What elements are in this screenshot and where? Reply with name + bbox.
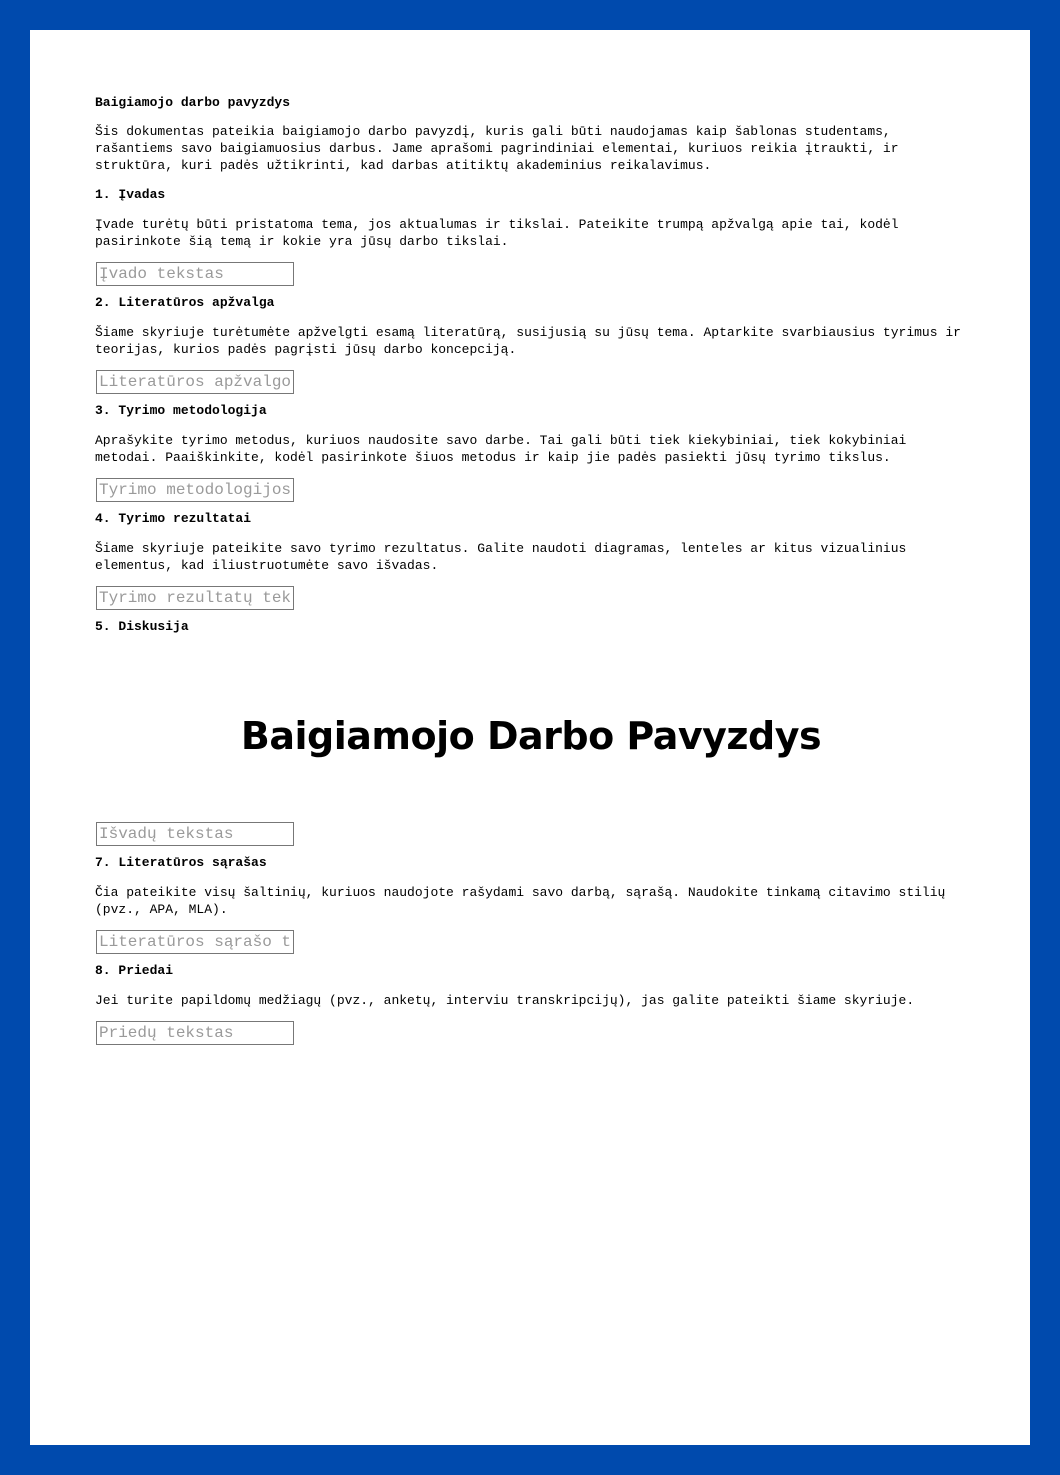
section-heading-results: 4. Tyrimo rezultatai — [95, 511, 252, 526]
document-content — [95, 94, 975, 648]
section-heading-introduction: 1. Įvadas — [95, 187, 166, 202]
section-heading-appendices: 8. Priedai — [95, 963, 174, 978]
document-title: Baigiamojo darbo pavyzdys — [95, 95, 291, 110]
references-input[interactable] — [96, 930, 294, 954]
section-text-introduction: Įvade turėtų būti pristatoma tema, jos aktualumas ir tikslai. Pateikite trumpą apžvalgą apie tai, kodėl pasirinkote šią temą ir kokie yra jūsų darbo tikslai. — [95, 217, 899, 249]
document-intro: Šis dokumentas pateikia baigiamojo darbo pavyzdį, kuris gali būti naudojamas kaip šablonas studentams, rašantiems savo baigiamuosius darbus. Jame aprašomi pagrindiniai elementai, kuriuos reikia įtraukti, ir struktūra, kuri padės užtikrinti, kad darbas atitiktų akademinius reikalavimus. — [95, 124, 899, 173]
section-text-methodology: Aprašykite tyrimo metodus, kuriuos naudosite savo darbe. Tai gali būti tiek kiekybiniai, tiek kokybiniai metodai. Paaiškinkite, kodėl pasirinkote šiuos metodus ir kaip jie padės pasiekti jūsų tyrimo tikslus. — [95, 433, 907, 465]
banner-title: Baigiamojo Darbo Pavyzdys — [240, 713, 822, 758]
section-text-references: Čia pateikite visų šaltinių, kuriuos naudojote rašydami savo darbą, sąrašą. Naudokite tinkamą citavimo stilių (pvz., APA, MLA). — [95, 885, 946, 917]
conclusions-input[interactable] — [96, 822, 294, 846]
section-heading-references: 7. Literatūros sąrašas — [95, 855, 267, 870]
section-text-literature-review: Šiame skyriuje turėtumėte apžvelgti esamą literatūrą, susijusią su jūsų tema. Aptarkite svarbiausius tyrimus ir teorijas, kurios padės pagrįsti jūsų darbo koncepciją. — [95, 325, 961, 357]
section-text-appendices: Jei turite papildomų medžiagų (pvz., anketų, interviu transkripcijų), jas galite pateikti šiame skyriuje. — [95, 993, 915, 1008]
introduction-input[interactable] — [96, 262, 294, 286]
title-banner — [30, 660, 1030, 813]
section-heading-discussion: 5. Diskusija — [95, 619, 189, 634]
methodology-input[interactable] — [96, 478, 294, 502]
section-text-results: Šiame skyriuje pateikite savo tyrimo rezultatus. Galite naudoti diagramas, lenteles ar kitus vizualinius elementus, kad iliustruotumėte savo išvadas. — [95, 541, 907, 573]
results-input[interactable] — [96, 586, 294, 610]
section-heading-literature-review: 2. Literatūros apžvalga — [95, 295, 275, 310]
literature-review-input[interactable] — [96, 370, 294, 394]
document-lower-content — [95, 822, 975, 1053]
appendices-input[interactable] — [96, 1021, 294, 1045]
section-heading-methodology: 3. Tyrimo metodologija — [95, 403, 267, 418]
document-sheet — [30, 30, 1030, 1445]
